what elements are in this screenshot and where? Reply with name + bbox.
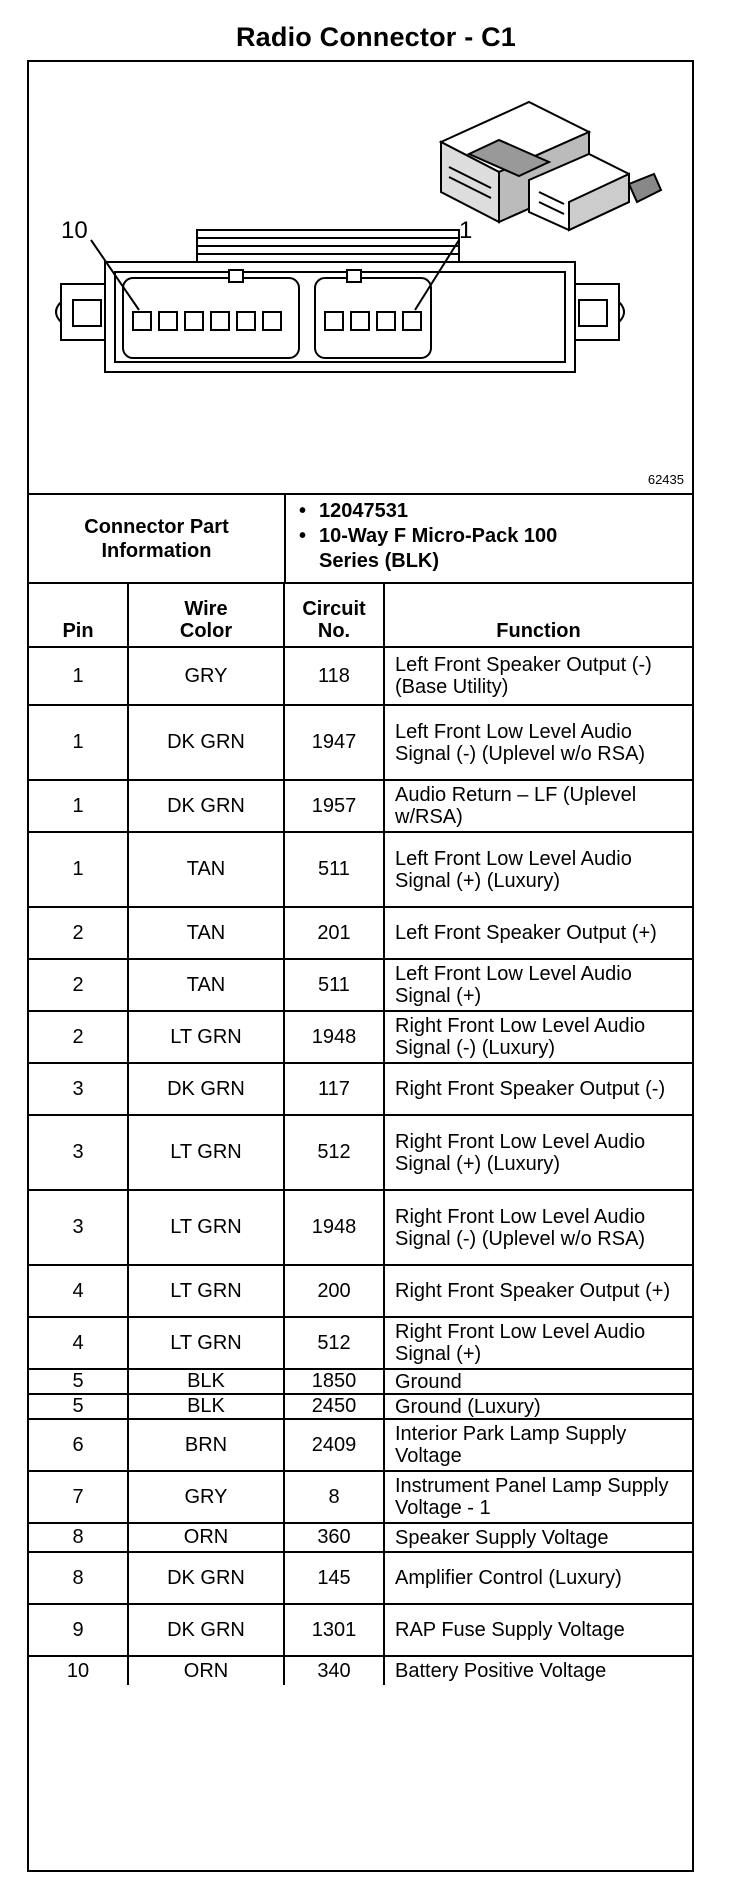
cell-pin: 8 (29, 1523, 128, 1552)
cell-circuit: 511 (284, 959, 384, 1011)
cell-function: Left Front Low Level Audio Signal (-) (Uplevel w/o RSA) (384, 705, 692, 780)
table-row (29, 1604, 692, 1656)
cell-function: Right Front Speaker Output (-) (384, 1063, 692, 1115)
table-row (29, 1419, 692, 1471)
cell-function: Right Front Low Level Audio Signal (-) (Uplevel w/o RSA) (384, 1190, 692, 1265)
cell-pin: 2 (29, 1011, 128, 1063)
cell-function: Ground (384, 1369, 692, 1394)
cell-circuit: 340 (284, 1656, 384, 1685)
connector-diagram (29, 62, 692, 495)
table-row (29, 1063, 692, 1115)
part-description-item: • 10-Way F Micro-Pack 100 Series (BLK) (299, 525, 558, 572)
pin-label-10: 10 (61, 217, 88, 244)
page-title: Radio Connector - C1 (235, 22, 516, 52)
cell-wire-color: LT GRN (128, 1265, 284, 1317)
figure-id: 62435 (647, 472, 684, 487)
table-row (29, 1523, 692, 1552)
cell-pin: 1 (29, 832, 128, 907)
part-number-item: • 12047531 (299, 500, 408, 522)
part-info-label: Connector Part Information (29, 495, 286, 582)
cell-function: Left Front Speaker Output (+) (384, 907, 692, 959)
table-row (29, 1265, 692, 1317)
cell-wire-color: BLK (128, 1394, 284, 1419)
cell-wire-color: ORN (128, 1656, 284, 1685)
header-pin: Pin (29, 584, 128, 647)
table-row (29, 1011, 692, 1063)
cell-pin: 2 (29, 907, 128, 959)
cell-pin: 8 (29, 1552, 128, 1604)
cell-pin: 4 (29, 1317, 128, 1369)
table-row (29, 1471, 692, 1523)
connector-3d-view (441, 102, 661, 230)
cell-function: Right Front Low Level Audio Signal (-) (Luxury) (384, 1011, 692, 1063)
cell-wire-color: DK GRN (128, 1604, 284, 1656)
cell-circuit: 117 (284, 1063, 384, 1115)
cell-wire-color: ORN (128, 1523, 284, 1552)
cell-circuit: 512 (284, 1317, 384, 1369)
cell-circuit: 1948 (284, 1011, 384, 1063)
cell-function: Audio Return – LF (Uplevel w/RSA) (384, 780, 692, 832)
cell-circuit: 2450 (284, 1394, 384, 1419)
cell-function: Amplifier Control (Luxury) (384, 1552, 692, 1604)
pinout-table (29, 584, 692, 1685)
cell-pin: 1 (29, 705, 128, 780)
cell-circuit: 1947 (284, 705, 384, 780)
cell-wire-color: BRN (128, 1419, 284, 1471)
cell-wire-color: TAN (128, 832, 284, 907)
cell-function: Right Front Low Level Audio Signal (+) (384, 1317, 692, 1369)
cell-function: Right Front Speaker Output (+) (384, 1265, 692, 1317)
table-row (29, 907, 692, 959)
cell-circuit: 118 (284, 647, 384, 705)
cell-wire-color: DK GRN (128, 1063, 284, 1115)
cell-wire-color: DK GRN (128, 780, 284, 832)
table-row (29, 1115, 692, 1190)
cell-pin: 3 (29, 1063, 128, 1115)
cell-circuit: 145 (284, 1552, 384, 1604)
cell-circuit: 201 (284, 907, 384, 959)
cell-pin: 1 (29, 647, 128, 705)
header-circuit: Circuit No. (284, 584, 384, 647)
table-row (29, 959, 692, 1011)
cell-function: Left Front Low Level Audio Signal (+) (Luxury) (384, 832, 692, 907)
table-row (29, 1552, 692, 1604)
cell-function: Right Front Low Level Audio Signal (+) (Luxury) (384, 1115, 692, 1190)
cell-pin: 1 (29, 780, 128, 832)
cell-circuit: 1301 (284, 1604, 384, 1656)
cell-pin: 9 (29, 1604, 128, 1656)
cell-circuit: 8 (284, 1471, 384, 1523)
cell-function: Interior Park Lamp Supply Voltage (384, 1419, 692, 1471)
cell-circuit: 1957 (284, 780, 384, 832)
table-row (29, 832, 692, 907)
cell-circuit: 1850 (284, 1369, 384, 1394)
cell-function: Instrument Panel Lamp Supply Voltage - 1 (384, 1471, 692, 1523)
part-info-list (299, 499, 569, 574)
cell-wire-color: LT GRN (128, 1115, 284, 1190)
connector-front-view (56, 230, 624, 372)
cell-pin: 2 (29, 959, 128, 1011)
cell-wire-color: LT GRN (128, 1190, 284, 1265)
cell-wire-color: GRY (128, 647, 284, 705)
cell-wire-color: DK GRN (128, 1552, 284, 1604)
connector-part-info (29, 495, 692, 584)
table-row (29, 1369, 692, 1394)
cell-function: Battery Positive Voltage (384, 1656, 692, 1685)
cell-pin: 5 (29, 1394, 128, 1419)
cell-pin: 6 (29, 1419, 128, 1471)
cell-wire-color: BLK (128, 1369, 284, 1394)
table-row (29, 1394, 692, 1419)
cell-pin: 4 (29, 1265, 128, 1317)
cell-circuit: 200 (284, 1265, 384, 1317)
cell-wire-color: LT GRN (128, 1011, 284, 1063)
cell-wire-color: LT GRN (128, 1317, 284, 1369)
connector-frame (27, 60, 694, 1872)
header-wire-color: Wire Color (128, 584, 284, 647)
cell-wire-color: TAN (128, 907, 284, 959)
header-function: Function (384, 584, 692, 647)
cell-circuit: 360 (284, 1523, 384, 1552)
cell-wire-color: TAN (128, 959, 284, 1011)
cell-wire-color: GRY (128, 1471, 284, 1523)
table-row (29, 705, 692, 780)
table-row (29, 1656, 692, 1685)
cell-function: Left Front Speaker Output (-) (Base Utility) (384, 647, 692, 705)
table-row (29, 780, 692, 832)
cell-circuit: 511 (284, 832, 384, 907)
cell-pin: 3 (29, 1190, 128, 1265)
cell-pin: 5 (29, 1369, 128, 1394)
table-row (29, 1190, 692, 1265)
pin-label-1: 1 (459, 217, 473, 244)
cell-circuit: 2409 (284, 1419, 384, 1471)
table-row (29, 1317, 692, 1369)
cell-function: Speaker Supply Voltage (384, 1523, 692, 1552)
cell-pin: 7 (29, 1471, 128, 1523)
connector-illustration (29, 62, 692, 493)
cell-function: RAP Fuse Supply Voltage (384, 1604, 692, 1656)
cell-wire-color: DK GRN (128, 705, 284, 780)
cell-circuit: 512 (284, 1115, 384, 1190)
cell-circuit: 1948 (284, 1190, 384, 1265)
cell-function: Ground (Luxury) (384, 1394, 692, 1419)
cell-pin: 3 (29, 1115, 128, 1190)
table-header-row (29, 584, 692, 647)
table-row (29, 647, 692, 705)
cell-function: Left Front Low Level Audio Signal (+) (384, 959, 692, 1011)
cell-pin: 10 (29, 1656, 128, 1685)
